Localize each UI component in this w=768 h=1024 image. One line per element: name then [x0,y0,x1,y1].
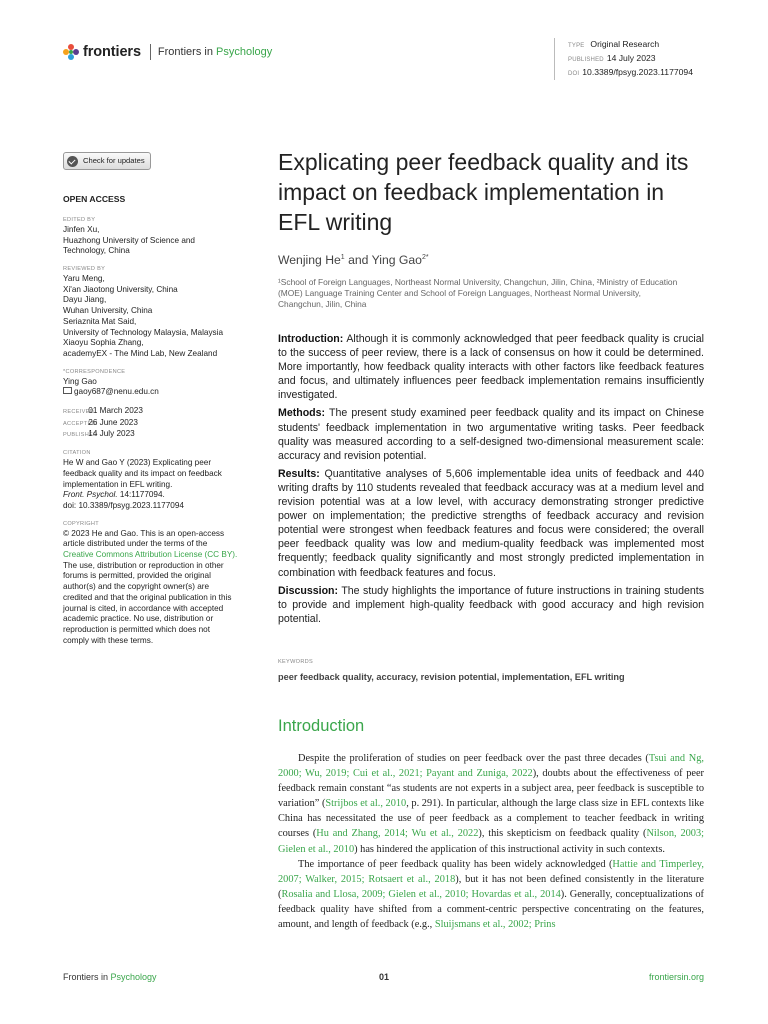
keywords: peer feedback quality, accuracy, revision potential, implementation, EFL writing [278,672,625,682]
meta-published: PUBLISHED 14 July 2023 [568,53,656,63]
reviewers-info: Yaru Meng, Xi'an Jiaotong University, China Dayu Jiang, Wuhan University, China Seriaznita Mat Said, University of Technology Malaysia, Malaysia Xiaoyu Sophia Zhang, academyEX - The Mind Lab, New Zealand [63,274,224,358]
mail-icon [63,387,72,394]
article-dates: RECEIVED 01 March 2023 ACCEPTED 26 June 2023 PUBLISHED 14 July 2023 [63,406,143,439]
citation-info: He W and Gao Y (2023) Explicating peer feedback quality and its impact on feedback implementation in EFL writing. Front. Psychol. 14:1177094. doi: 10.3389/fpsyg.2023.1177094 [63,458,222,510]
abstract-introduction: Introduction: Although it is commonly acknowledged that peer feedback quality is crucial to the success of peer review, there is a lack of consensus on how it could be determined. More importantly, how feedback quality interacts with other factors like feedback features and focus, and ultimately influences peer feedback implementation remains insufficiently investigated. [278,333,704,402]
article-sidebar [63,152,263,646]
affiliations: ¹School of Foreign Languages, Northeast Normal University, Changchun, Jilin, China, ²Ministry of Education (MOE) Language Training Center and School of Foreign Languages, Northeast Normal University, Changchun, Jilin, China [278,277,678,309]
email-link[interactable]: gaoy687@nenu.edu.cn [63,387,263,398]
abstract-discussion: Discussion: The study highlights the importance of future instructions in training students to provide and implement high-quality feedback with good accuracy and high revision potential. [278,584,704,625]
meta-type: TYPE Original Research [568,39,660,49]
body-paragraph: Despite the proliferation of studies on peer feedback over the past three decades (Tsui and Ng, 2000; Wu, 2019; Cui et al., 2021; Payant and Zuniga, 2022), doubts about the effectiveness of peer feedback remain constant “as students are not experts in a subject area, peer feedback is susceptible to variation” (Strijbos et al., 2010, p. 291). In particular, although the large class size in EFL contexts like China has necessitated the use of peer feedback as a complement to teacher feedback in writing courses (Hu and Zhang, 2014; Wu et al., 2022), this skepticism on feedback quality (Nilson, 2003; Gielen et al., 2010) has hindered the application of this instructional activity in such contexts. [278,753,705,855]
abstract-results: Results: Quantitative analyses of 5,606 implementable idea units of feedback and 440 writing drafts by 110 students revealed that feedback accuracy was at a medium level and revision potential was at a low level, with accuracy demonstrating stronger predictive power on implementation; the predictive strengths of feedback accuracy and revision potential were strongest when feedback features and focus were considered; the overall peer feedback quality was low and medium-quality feedback was implemented most frequently; feedback quality significantly and most strongly predicted implementation in combination with feedback features and focus. [278,467,704,579]
check-for-updates-button[interactable]: Check for updates [63,152,151,170]
license-link[interactable]: Creative Commons Attribution License (CC BY). [63,550,238,560]
citation-link[interactable]: Sluijsmans et al., 2002; Prins [434,919,556,931]
correspondence-label: *CORRESPONDENCE [63,368,126,375]
author-link[interactable]: Ying Gao [371,253,422,267]
author-link[interactable]: Wenjing He [278,253,341,267]
introduction-heading: Introduction [278,717,365,735]
citation-link[interactable]: Nilson, 2003; Gielen et al., 2010 [278,828,705,855]
abstract-methods: Methods: The present study examined peer feedback quality and its impact on Chinese students' feedback implementation in two argumentative writing tasks. Peer feedback quality was measured according to a self-designed two-dimensional measurement scale: accuracy and revision potential. [278,407,704,462]
open-access-label: OPEN ACCESS [63,194,126,205]
citation-link[interactable]: Hu and Zhang, 2014; Wu et al., 2022 [316,828,479,840]
copyright-info: © 2023 He and Gao. This is an open-access article distributed under the terms of the Creative Commons Attribution License (CC BY). The use, distribution or reproduction in other forums is permitted, provided the original author(s) and the copyright owner(s) are credited and that the original publication in this journal is cited, in accordance with accepted academic practice. No use, distribution or reproduction is permitted which does not comply with these terms. [63,529,263,647]
meta-doi: DOI 10.3389/fpsyg.2023.1177094 [568,67,693,77]
page-number: 01 [378,972,389,982]
citation-link[interactable]: Rosalia and Llosa, 2009; Gielen et al., 2010; Hovardas et al., 2014 [281,888,561,900]
frontiers-header-brand [63,43,272,61]
header-divider [150,44,151,60]
frontiers-logo-text: frontiers [83,44,141,60]
reviewed-by-label: REVIEWED BY [63,266,106,273]
footer-journal: Frontiers in Psychology [63,972,157,982]
frontiers-logo-icon [63,44,79,60]
author-list: Wenjing He$^1$ and Ying Gao$^{2*}$ [278,253,429,267]
editor-info: Jinfen Xu, Huazhong University of Science and Technology, China [63,224,195,256]
article-meta [554,38,693,80]
body-paragraph: The importance of peer feedback quality has been widely acknowledged (Hattie and Timperley, 2007; Walker, 2015; Rotsaert et al., 2018), but it has not been defined consistently in the literature (Rosalia and Llosa, 2009; Gielen et al., 2010; Hovardas et al., 2014). Generally, conceptualizations of feedback quality have shifted from a comment-centric perspective concentrating on the features, amount, and length of feedback (e.g., Sluijsmans et al., 2002; Prins [278,858,704,931]
introduction-body [278,751,704,932]
keywords-label: KEYWORDS [278,659,314,665]
citation-link[interactable]: Strijbos et al., 2010 [325,798,407,810]
journal-name[interactable]: Frontiers in Psychology [157,46,273,58]
article-title: Explicating peer feedback quality and its impact on feedback implementation in EFL writing [278,149,689,235]
footer-site-link[interactable]: frontiersin.org [648,972,704,982]
edited-by-label: EDITED BY [63,216,96,223]
checkmark-icon [67,156,78,167]
copyright-label: COPYRIGHT [63,520,99,527]
citation-link[interactable]: Hattie and Timperley, 2007; Walker, 2015; Rotsaert et al., 2018 [278,858,704,885]
citation-label: CITATION [63,450,91,457]
citation-link[interactable]: Tsui and Ng, 2000; Wu, 2019; Cui et al., 2021; Payant and Zuniga, 2022 [278,753,704,780]
correspondence-info: Ying Gao gaoy687@nenu.edu.cn [63,377,263,398]
abstract [278,332,704,630]
